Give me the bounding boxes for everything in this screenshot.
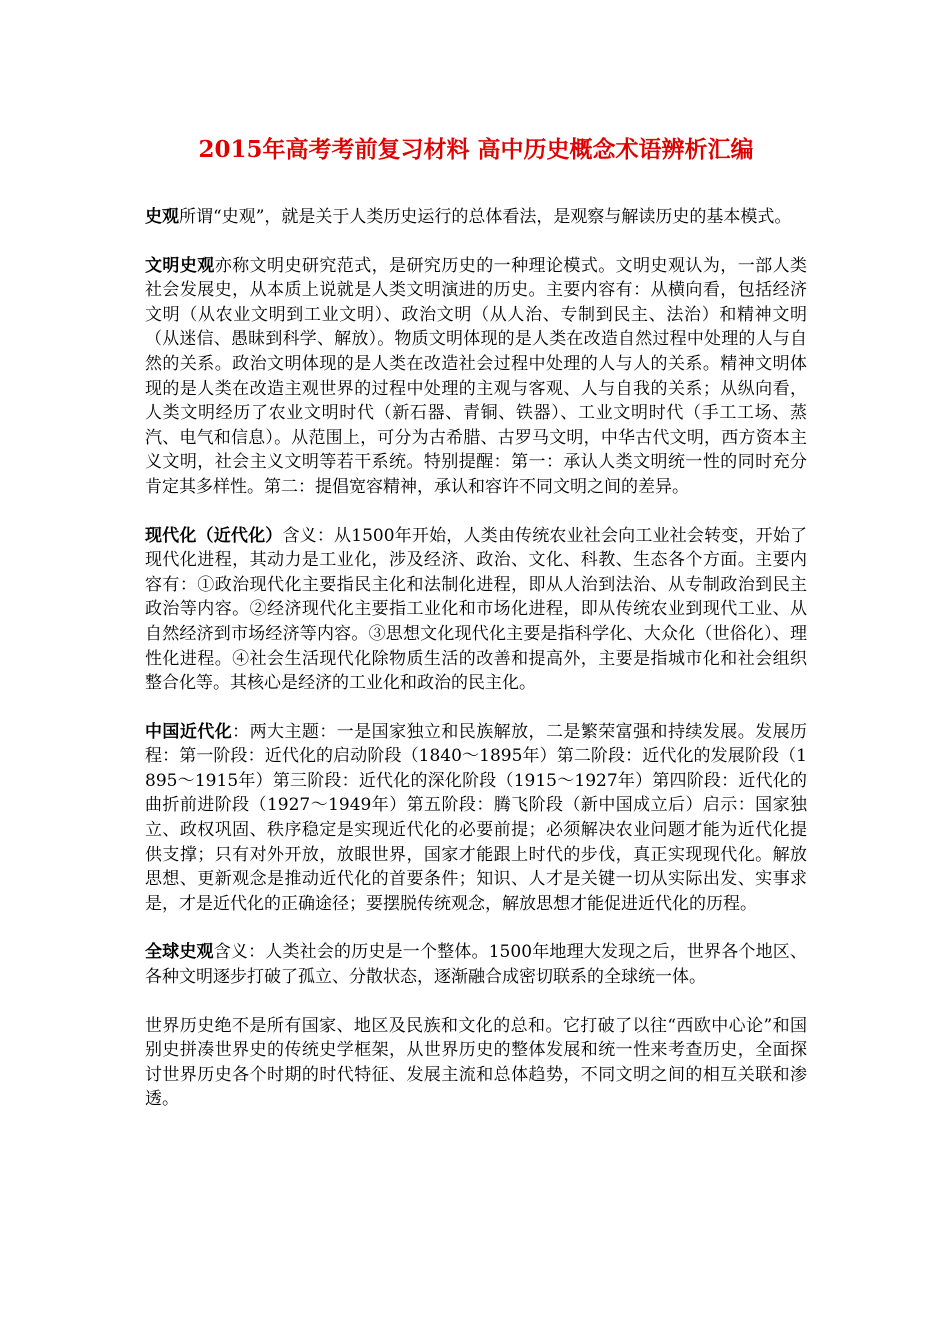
- document-page: [145, 135, 807, 1136]
- term-heading: 文明史观: [145, 255, 215, 276]
- section-body: 含义：从1500年开始，人类由传统农业社会向工业社会转变，开始了现代化进程，其动力是工业化，涉及经济、政治、文化、科教、生态各个方面。主要内容有：①政治现代化主要指民主化和法制化进程，即从人治到法治、从专制政治到民主政治等内容。②经济现代化主要指工业化和市场化进程，即从传统农业到现代工业、从自然经济到市场经济等内容。③思想文化现代化主要是指科学化、大众化（世俗化）、理性化进程。④社会生活现代化除物质生活的改善和提高外，主要是指城市化和社会组织整合化等。其核心是经济的工业化和政治的民主化。: [145, 525, 808, 694]
- section-body: 世界历史绝不是所有国家、地区及民族和文化的总和。它打破了以往“西欧中心论”和国别史拼凑世界史的传统史学框架，从世界历史的整体发展和统一性来考查历史，全面探讨世界历史各个时期的时代特征、发展主流和总体趋势，不同文明之间的相互关联和渗透。: [145, 1015, 807, 1110]
- term-heading: 全球史观: [145, 942, 214, 963]
- section-quanqiu-shiguan: [145, 940, 807, 989]
- section-wenming-shiguan: [145, 254, 807, 500]
- section-xiandaihua: [145, 524, 807, 696]
- term-heading: 中国近代化: [145, 721, 233, 742]
- section-body: 亦称文明史研究范式，是研究历史的一种理论模式。文明史观认为，一部人类社会发展史，从本质上说就是人类文明演进的历史。主要内容有：从横向看，包括经济文明（从农业文明到工业文明）、政治文明（从人治、专制到民主、法治）和精神文明（从迷信、愚昧到科学、解放）。物质文明体现的是人类在改造自然过程中处理的人与自然的关系。政治文明体现的是人类在改造社会过程中处理的人与人的关系。精神文明体现的是人类在改造主观世界的过程中处理的主观与客观、人与自我的关系；从纵向看，人类文明经历了农业文明时代（新石器、青铜、铁器）、工业文明时代（手工工场、蒸汽、电气和信息）。从范围上，可分为古希腊、古罗马文明，中华古代文明，西方资本主义文明，社会主义文明等若干系统。特别提醒：第一：承认人类文明统一性的同时充分肯定其多样性。第二：提倡宽容精神，承认和容许不同文明之间的差异。: [145, 255, 808, 497]
- document-title: 2015年高考考前复习材料 高中历史概念术语辨析汇编: [198, 136, 754, 163]
- term-heading: 现代化（近代化）: [145, 525, 283, 546]
- term-heading: 史观: [145, 207, 179, 227]
- section-shiguan: [145, 205, 807, 230]
- section-body: 所谓“史观”，就是关于人类历史运行的总体看法，是观察与解读历史的基本模式。: [179, 207, 792, 227]
- section-body: ：两大主题：一是国家独立和民族解放，二是繁荣富强和持续发展。发展历程：第一阶段：近代化的启动阶段（1840～1895年）第二阶段：近代化的发展阶段（1895～1915年）第三阶段：近代化的深化阶段（1915～1927年）第四阶段：近代化的曲折前进阶段（1927～1949年）第五阶段：腾飞阶段（新中国成立后）启示：国家独立、政权巩固、秩序稳定是实现近代化的必要前提；必须解决农业问题才能为近代化提供支撑；只有对外开放，放眼世界，国家才能跟上时代的步伐，真正实现现代化。解放思想、更新观念是推动近代化的首要条件；知识、人才是关键一切从实际出发、实事求是，才是近代化的正确途径；要摆脱传统观念，解放思想才能促进近代化的历程。: [145, 721, 808, 914]
- section-zhongguo-jindaihua: [145, 720, 807, 917]
- section-shijie-lishi: [145, 1014, 807, 1112]
- section-body: 含义：人类社会的历史是一个整体。1500年地理大发现之后，世界各个地区、各种文明逐步打破了孤立、分散状态，逐渐融合成密切联系的全球统一体。: [145, 942, 807, 988]
